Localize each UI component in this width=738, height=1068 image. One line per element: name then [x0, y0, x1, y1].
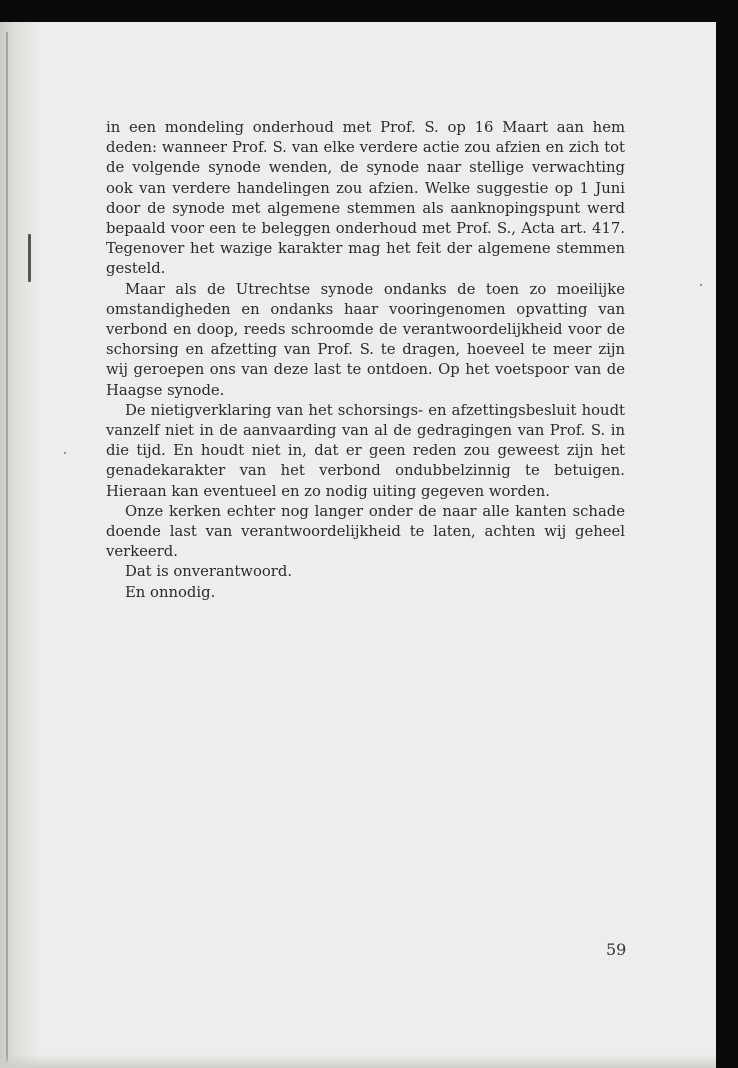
paragraph: Dat is onverantwoord. [125, 563, 293, 581]
book-page [0, 22, 716, 1068]
paragraph: En onnodig. [125, 583, 216, 601]
margin-mark [28, 234, 31, 282]
paragraph: in een mondeling onderhoud met Prof. S. op 16 Maart aan hem deden: wanneer Prof. S. van elke verdere actie zou afzien en zich tot de volgende synode wenden, de synode naar stellige verwachting ook van verdere handelingen zou afzien. Welke suggestie op 1 Juni door de synode met algemene stemmen als aanknopingspunt werd bepaald voor een te beleggen onderhoud met Prof. S., Acta art. 417. Tegenover het wazige karakter mag het feit der algemene stemmen gesteld. [106, 119, 625, 278]
scan-right-border [716, 0, 738, 1068]
page-bottom-shade [0, 1054, 716, 1068]
paragraph: Onze kerken echter nog langer onder de naar alle kanten schade doende last van verantwoordelijkheid te laten, achten wij geheel verkeerd. [106, 502, 625, 561]
dust-speck [64, 452, 66, 454]
paragraph: De nietigverklaring van het schorsings- en afzettingsbesluit houdt vanzelf niet in de aanvaarding van al de gedragingen van Prof. S. in die tijd. En houdt niet in, dat er geen reden zou geweest zijn het genadekarakter van het verbond ondubbelzinnig te betuigen. Hieraan kan eventueel en zo nodig uiting gegeven worden. [106, 401, 625, 500]
spine-edge [6, 32, 8, 1062]
page-number: 59 [606, 940, 627, 959]
paragraph: Maar als de Utrechtse synode ondanks de toen zo moeilijke omstandigheden en ondanks haar vooringenomen opvatting van verbond en doop, reeds schroomde de verantwoordelijkheid voor de schorsing en afzetting van Prof. S. te dragen, hoeveel te meer zijn wij geroepen ons van deze last te ontdoen. Op het voetspoor van de Haagse synode. [106, 280, 625, 399]
body-text [106, 118, 625, 603]
dust-speck [700, 284, 702, 286]
scan-top-border [0, 0, 738, 22]
